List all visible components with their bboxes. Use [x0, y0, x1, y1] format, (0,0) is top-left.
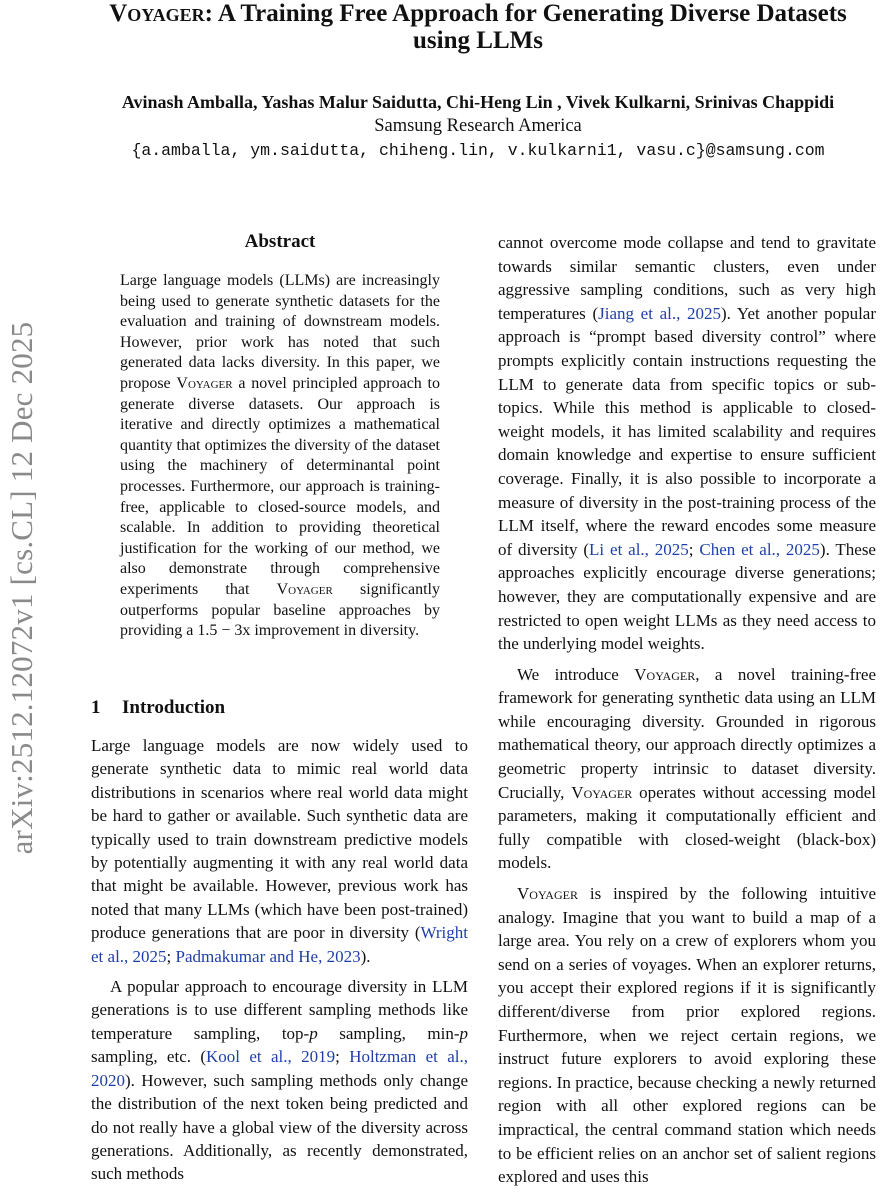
section-title: Introduction: [122, 697, 226, 718]
abstract-math: 1.5 − 3: [197, 622, 243, 640]
math-symbol: p: [309, 1023, 318, 1043]
citation-link[interactable]: Kool et al., 2019: [206, 1047, 336, 1067]
paragraph-text: ). However, such sampling methods only change the distribution of the next token being predicted and do not really have a global view of the diversity across generations. Additionally, as recently demonstrated, such methods: [91, 1070, 468, 1184]
paragraph: [91, 734, 468, 968]
paragraph: [498, 231, 876, 656]
citation-link[interactable]: Wright et al., 2025: [91, 923, 468, 966]
paragraph-text: We introduce: [517, 664, 635, 684]
arxiv-sidebar: [0, 0, 46, 1200]
right-column-body: [498, 231, 876, 1189]
author-emails: {a.amballa, ym.saidutta, chiheng.lin, v.kulkarni1, vasu.c}@samsung.com: [131, 141, 825, 160]
abstract-heading: Abstract: [244, 231, 316, 252]
title-system-name: Voyager: [109, 0, 205, 27]
paragraph-text: A popular approach to encourage diversity in LLM generations is to use different sampling methods like temperature sampling, top-: [91, 977, 468, 1043]
section-number: 1: [91, 697, 101, 718]
author-list: Avinash Amballa, Yashas Malur Saidutta, Chi-Heng Lin , Vivek Kulkarni, Srinivas Chappidi: [121, 92, 835, 112]
title-rest: : A Training Free Approach for Generating Diverse Datasets: [204, 0, 847, 27]
math-symbol: p: [459, 1023, 468, 1043]
title-line-2: using LLMs: [413, 27, 543, 54]
paragraph-text: ). Yet another popular approach is “prompt based diversity control” where prompts explicitly contain instructions requesting the LLM to generate data from specific topics or sub-topics. While this method is applicable to closed-weight models, it has limited scalability and requires domain knowledge and expertise to ensure sufficient coverage. Finally, it is also possible to incorporate a measure of diversity in the post-training process of the LLM itself, where the reward encodes some measure of diversity (: [498, 303, 876, 559]
system-name: Voyager: [634, 664, 696, 684]
paragraph: [91, 975, 468, 1186]
abstract-text-1: Large language models (LLMs) are increasingly being used to generate synthetic datasets for the evaluation and training of downstream models. However, prior work has noted that such generated data lacks diversity. In this paper, we propose: [120, 272, 440, 392]
paper-title: [60, 0, 896, 54]
citation-separator: ;: [335, 1047, 350, 1067]
paragraph-text: is inspired by the following intuitive analogy. Imagine that you want to build a map of a large area. You rely on a crew of explorers whom you send on a series of voyages. When an explorer returns, you accept their explored regions if it is significantly different/diverse from prior explored regions. Furthermore, when we reject certain regions, we instruct future explorers to avoid exploring these regions. In practice, because checking a newly returned region with all other explored regions can be impractical, the central command station which needs to be efficient relies on an anchor set of salient regions explored and uses this: [498, 884, 876, 1187]
citation-link[interactable]: Li et al., 2025: [589, 539, 689, 559]
paragraph: [498, 663, 876, 875]
paragraph: [498, 882, 876, 1189]
system-name: Voyager: [571, 782, 633, 802]
citation-link[interactable]: Holtzman et al., 2020: [91, 1047, 468, 1090]
paragraph-text: ). These approaches explicitly encourage diverse generations; however, they are computationally expensive and are restricted to open weight LLMs as they need access to the underlying model weights.: [498, 539, 876, 654]
citation-link[interactable]: Padmakumar and He, 2023: [175, 946, 361, 966]
affiliation: Samsung Research America: [374, 116, 582, 136]
section-heading-introduction: [91, 697, 225, 719]
paragraph-text: cannot overcome mode collapse and tend to gravitate towards similar semantic clusters, even under aggressive sampling conditions, such as very high temperatures (: [498, 233, 876, 323]
paragraph-text: , a novel training-free framework for generating synthetic data using an LLM while encouraging diversity. Grounded in rigorous mathematical theory, our approach directly optimizes a geometric property intrinsic to dataset diversity. Crucially,: [498, 664, 876, 802]
abstract-text-3: significantly outperforms popular baseline approaches by providing a: [120, 580, 440, 640]
system-name: Voyager: [276, 580, 333, 598]
system-name: Voyager: [517, 884, 578, 904]
paragraph-text: sampling, min-: [317, 1023, 460, 1043]
left-column-body: [91, 734, 468, 1186]
citation-link[interactable]: Jiang et al., 2025: [598, 303, 721, 323]
arxiv-identifier-stamp: arXiv:2512.12072v1 [cs.CL] 12 Dec 2025: [4, 321, 39, 855]
citation-separator: ;: [166, 946, 176, 966]
abstract-text-4: x improvement in diversity.: [242, 622, 420, 640]
abstract-body: [120, 271, 440, 642]
system-name: Voyager: [176, 374, 233, 392]
paragraph-text: sampling, etc. (: [91, 1047, 207, 1067]
paragraph-text: Large language models are now widely used to generate synthetic data to mimic real world data distributions in scenarios where real world data might be hard to gather or available. Such synthetic data are typically used to train downstream predictive models by potentially augmenting it with any real world data that might be available. However, previous work has noted that many LLMs (which have been post-trained) produce generations that are poor in diversity (: [91, 736, 468, 943]
citation-link[interactable]: Chen et al., 2025: [699, 539, 820, 559]
paragraph-text: ).: [360, 946, 371, 966]
abstract-text-2: a novel principled approach to generate diverse datasets. Our approach is iterative and directly optimizes a mathematical quantity that optimizes the diversity of the dataset using the machinery of determinantal point processes. Furthermore, our approach is training-free, applicable to closed-source models, and scalable. In addition to providing theoretical justification for the working of our method, we also demonstrate through comprehensive experiments that: [120, 374, 441, 598]
citation-separator: ;: [688, 539, 700, 559]
paragraph-text: operates without accessing model parameters, making it computationally efficient and fully compatible with closed-weight (black-box) models.: [498, 782, 876, 873]
